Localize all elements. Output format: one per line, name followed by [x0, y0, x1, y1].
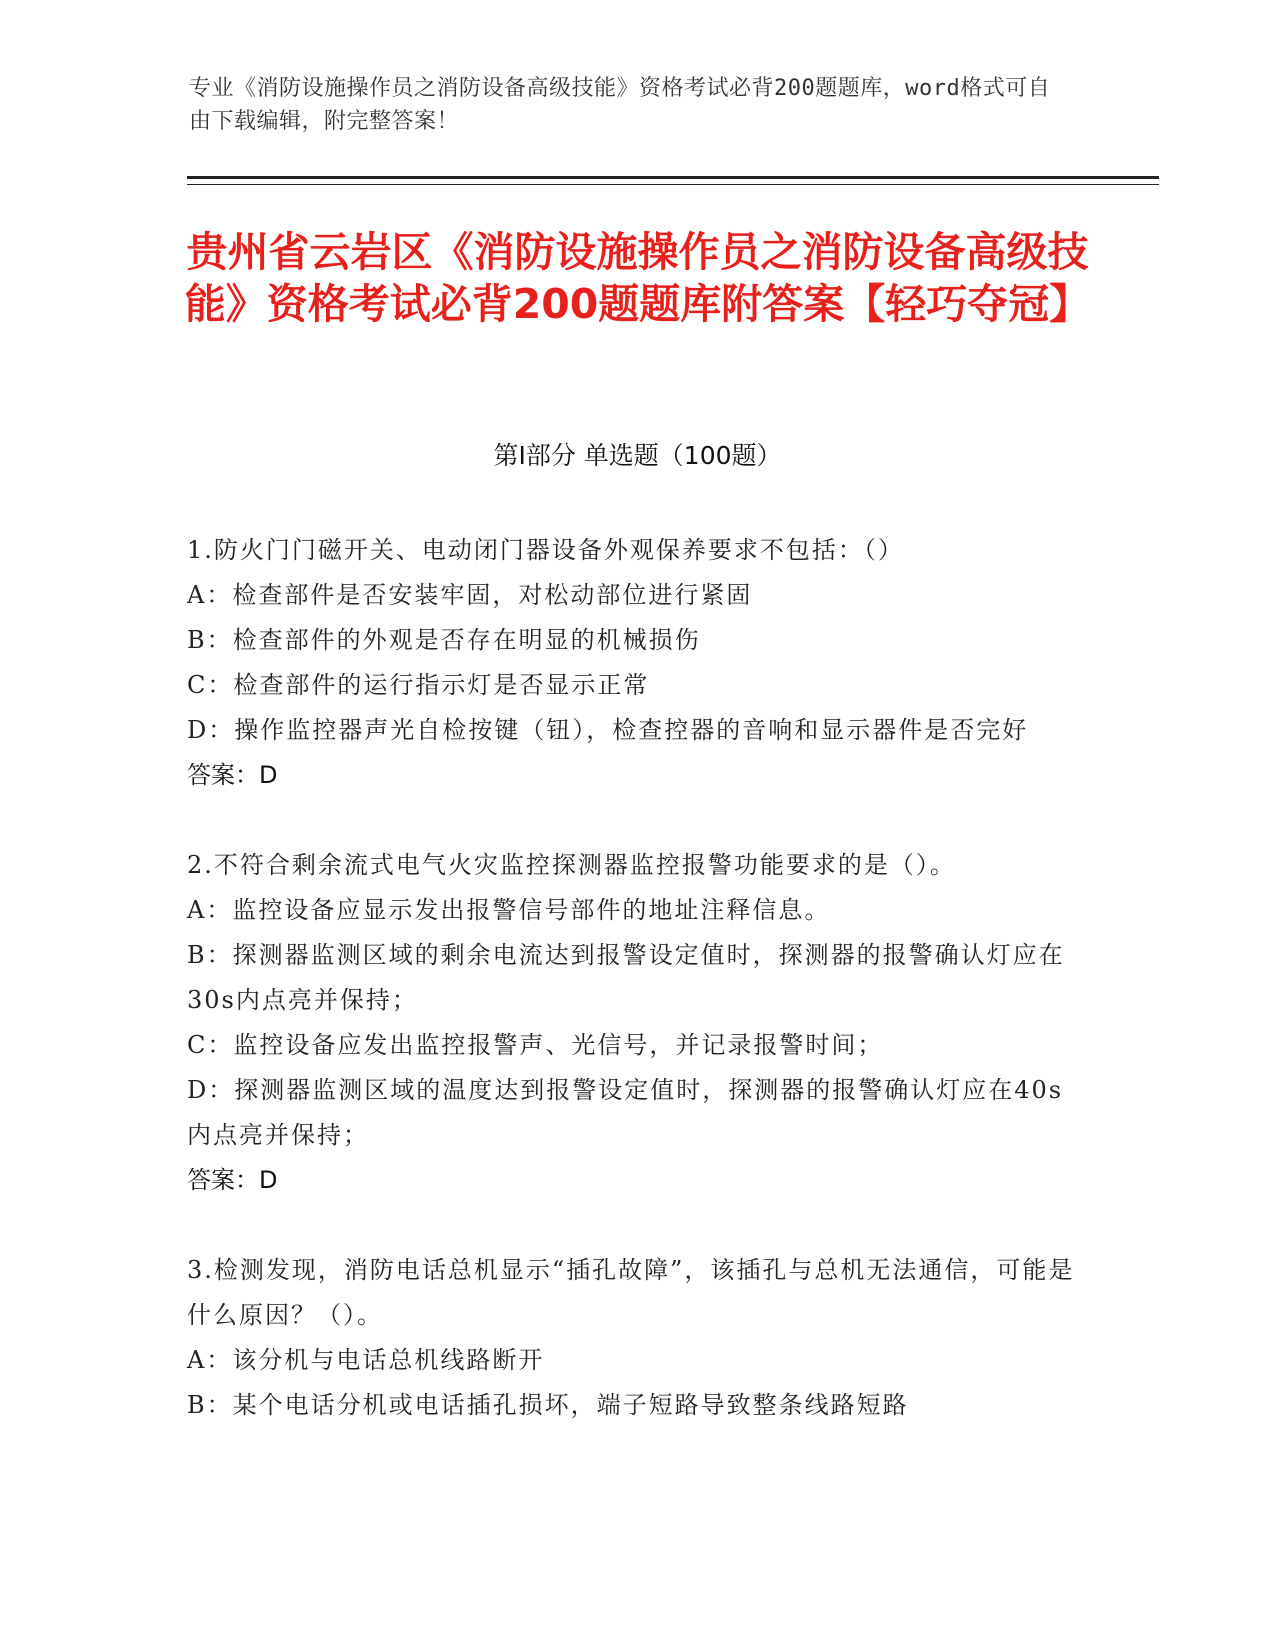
- page-title: 贵州省云岩区《消防设施操作员之消防设备高级技能》资格考试必背200题题库附答案【轻巧夺冠】: [184, 228, 1091, 328]
- answer-label: 答案：D: [187, 761, 278, 789]
- option-b: B：某个电话分机或电话插孔损坏，端子短路导致整条线路短路: [187, 1391, 909, 1419]
- option-d: D：探测器监测区域的温度达到报警设定值时，探测器的报警确认灯应在40s内点亮并保持；: [187, 1076, 1064, 1149]
- section-title: 第I部分 单选题（100题）: [493, 441, 782, 470]
- option-a: A：监控设备应显示发出报警信号部件的地址注释信息。: [187, 896, 831, 924]
- header-note: 专业《消防设施操作员之消防设备高级技能》资格考试必背200题题库，word格式可自由下载编辑，附完整答案！: [189, 76, 1051, 134]
- option-c: C：检查部件的运行指示灯是否显示正常: [187, 671, 650, 699]
- header-divider-thin: [187, 184, 1159, 185]
- question-1: [187, 528, 1079, 798]
- option-a: A：该分机与电话总机线路断开: [187, 1346, 545, 1374]
- question-2: [187, 843, 1079, 1203]
- question-list: [187, 528, 1079, 1473]
- option-a: A：检查部件是否安装牢固，对松动部位进行紧固: [187, 581, 753, 609]
- question-stem: 1.防火门门磁开关、电动闭门器设备外观保养要求不包括：（）: [187, 536, 904, 564]
- option-b: B：检查部件的外观是否存在明显的机械损伤: [187, 626, 701, 654]
- question-3: [187, 1248, 1079, 1428]
- question-stem: 3.检测发现，消防电话总机显示“插孔故障”，该插孔与总机无法通信，可能是什么原因？（）。: [187, 1256, 1075, 1329]
- answer-label: 答案：D: [187, 1166, 278, 1194]
- option-d: D：操作监控器声光自检按键（钮），检查控器的音响和显示器件是否完好: [187, 716, 1029, 744]
- option-c: C：监控设备应发出监控报警声、光信号，并记录报警时间；: [187, 1031, 884, 1059]
- question-stem: 2.不符合剩余流式电气火灾监控探测器监控报警功能要求的是（）。: [187, 851, 956, 879]
- option-b: B：探测器监测区域的剩余电流达到报警设定值时，探测器的报警确认灯应在30s内点亮并保持；: [187, 941, 1065, 1014]
- header-divider-thick: [187, 176, 1159, 179]
